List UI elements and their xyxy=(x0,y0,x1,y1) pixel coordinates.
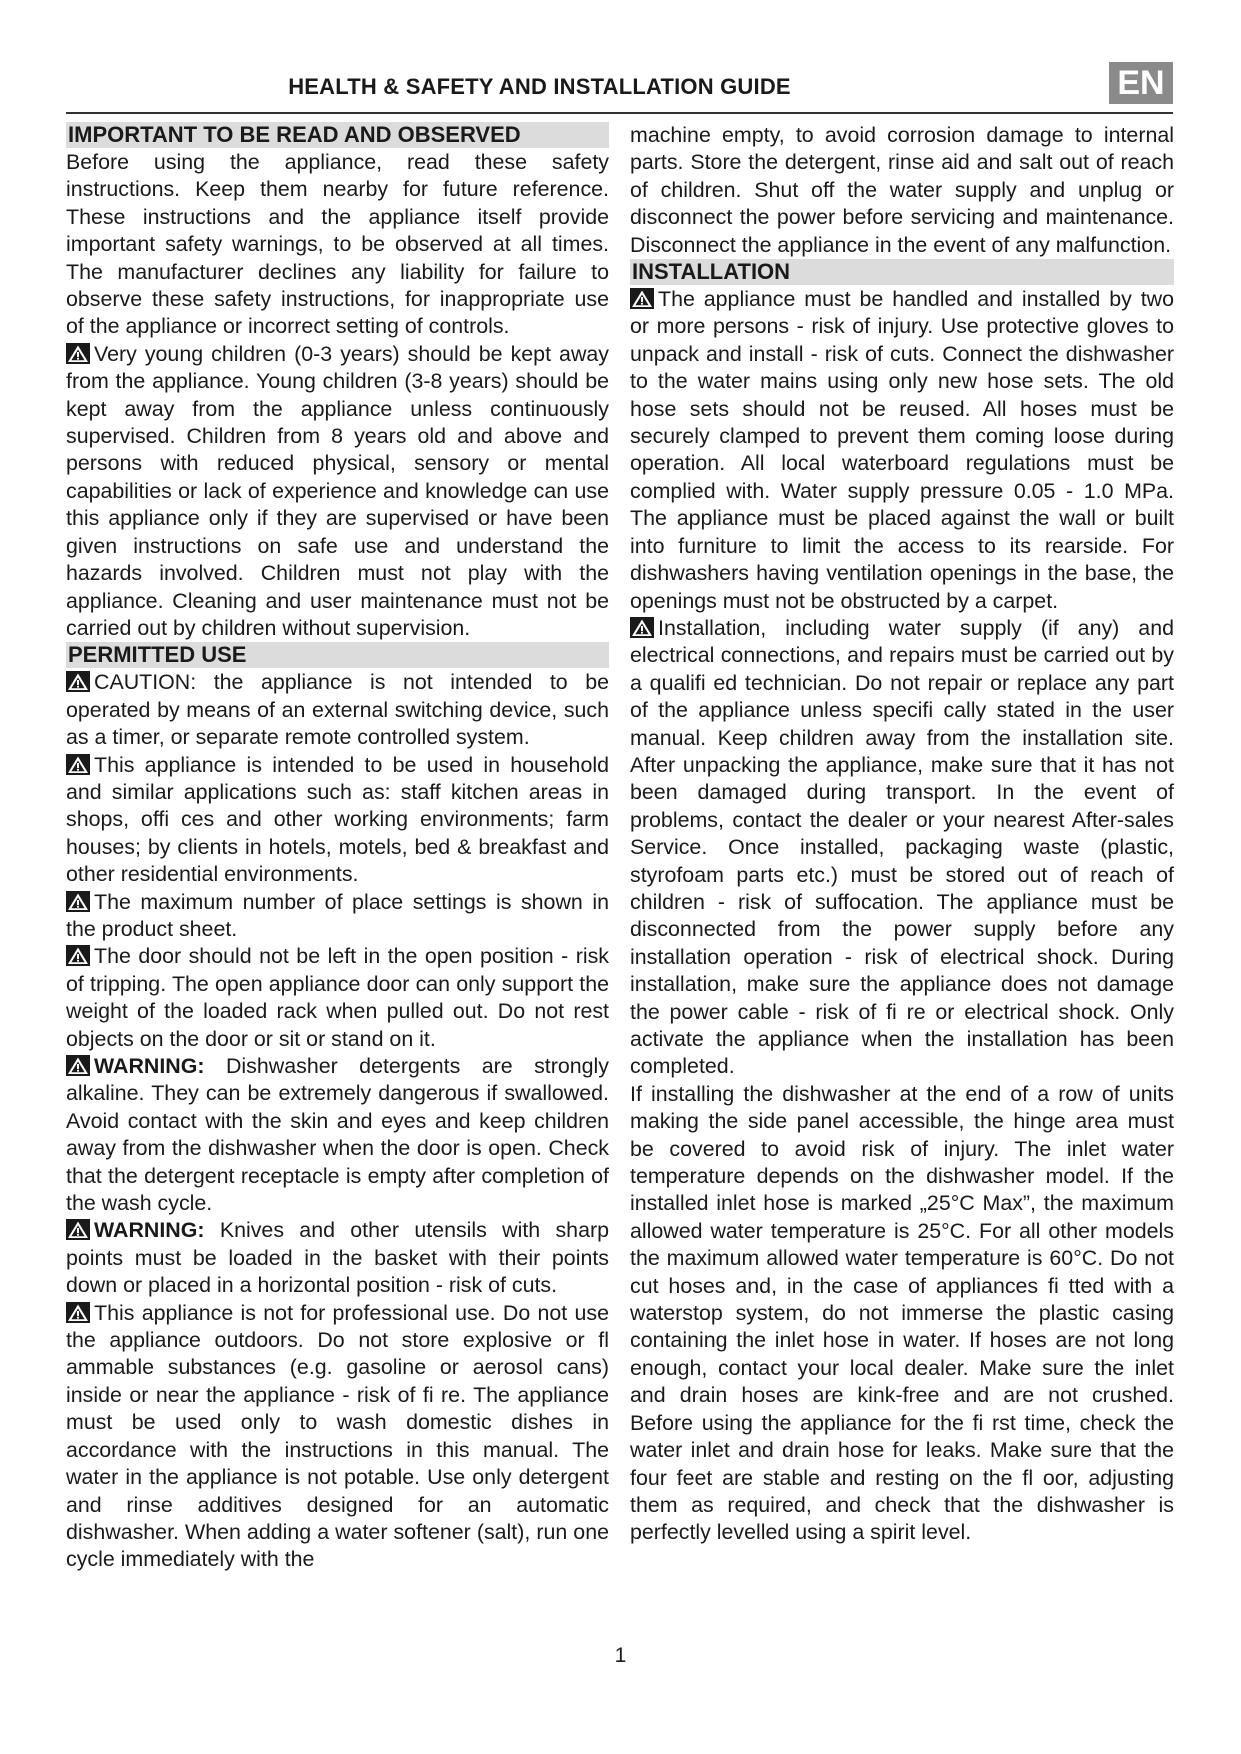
paragraph-detergent-warning xyxy=(66,1053,609,1217)
paragraph-caution xyxy=(66,669,609,751)
warning-label: WARNING: xyxy=(94,1218,205,1243)
paragraph-intro: Before using the appliance, read these safety instructions. Keep them nearby for future reference. These instructions and the appliance itself provide important safety warnings, to be observed at all times. The manufacturer declines any liability for failure to observe these safety instructions, for inappropriate use of the appliance or incorrect setting of controls. xyxy=(66,150,609,339)
right-column xyxy=(630,122,1174,1547)
paragraph-door-text: The door should not be left in the open position - risk of tripping. The open appliance door can only support the weight of the loaded rack when pulled out. Do not rest objects on the door or sit or stand on it. xyxy=(66,944,609,1051)
warning-triangle-icon xyxy=(66,1219,90,1240)
paragraph-door xyxy=(66,943,609,1053)
warning-triangle-icon xyxy=(630,617,654,638)
page-number: 1 xyxy=(614,1644,627,1667)
warning-triangle-icon xyxy=(66,671,90,692)
paragraph-settings-text: The maximum number of place settings is shown in the product sheet. xyxy=(66,889,609,941)
warning-triangle-icon xyxy=(66,1055,90,1076)
page-title: HEALTH & SAFETY AND INSTALLATION GUIDE xyxy=(288,74,791,99)
paragraph-settings xyxy=(66,889,609,944)
heading-permitted-use: PERMITTED USE xyxy=(66,642,609,668)
paragraph-knives-warning xyxy=(66,1217,609,1299)
paragraph-professional-text: This appliance is not for professional use. Do not use the appliance outdoors. Do not store explosive or fl ammable substances (e.g. gasoline or aerosol cans) inside or near the appliance - risk of fi re. The appliance must be used only to wash domestic dishes in accordance with the instructions in this manual. The water in the appliance is not potable. Use only detergent and rinse additives designed for an automatic dishwasher. When adding a water softener (salt), run one cycle immediately with the xyxy=(66,1300,609,1572)
heading-installation: INSTALLATION xyxy=(630,259,1174,285)
heading-important: IMPORTANT TO BE READ AND OBSERVED xyxy=(66,122,609,148)
paragraph-professional xyxy=(66,1300,609,1574)
warning-triangle-icon xyxy=(66,945,90,966)
paragraph-children xyxy=(66,341,609,642)
warning-triangle-icon xyxy=(66,1302,90,1323)
paragraph-children-text: Very young children (0-3 years) should be kept away from the appliance. Young children (3-8 years) should be kept away from the appliance unless continuously supervised. Children from 8 years old and above and persons with reduced physical, sensory or mental capabilities or lack of experience and knowledge can use this appliance only if they are supervised or have been given instructions on safe use and understand the hazards involved. Children must not play with the appliance. Cleaning and user maintenance must not be carried out by children without supervision. xyxy=(66,341,609,640)
warning-triangle-icon xyxy=(630,288,654,309)
paragraph-detergent-text: Dishwasher detergents are strongly alkaline. They can be extremely dangerous if swallowed. Avoid contact with the skin and eyes and keep children away from the dishwasher when the door is open. Check that the detergent receptacle is empty after completion of the wash cycle. xyxy=(66,1054,609,1216)
warning-triangle-icon xyxy=(66,343,90,364)
paragraph-household-text: This appliance is intended to be used in household and similar applications such as: staff kitchen areas in shops, offi ces and other working environments; farm houses; by clients in hotels, motels, bed & breakfast and other residential environments. xyxy=(66,752,609,887)
paragraph-household xyxy=(66,752,609,889)
language-badge: EN xyxy=(1109,62,1173,104)
page-header xyxy=(66,62,1173,116)
left-column xyxy=(66,122,609,1574)
paragraph-knives-text: Knives and other utensils with sharp points must be loaded in the basket with their points down or placed in a horizontal position - risk of cuts. xyxy=(66,1218,609,1298)
paragraph-handled xyxy=(630,286,1174,615)
paragraph-technician xyxy=(630,615,1174,1081)
paragraph-hinge: If installing the dishwasher at the end of a row of units making the side panel accessible, the hinge area must be covered to avoid risk of injury. The inlet water temperature depends on the dishwasher model. If the installed inlet hose is marked „25°C Max”, the maximum allowed water temperature is 25°C. For all other models the maximum allowed water temperature is 60°C. Do not cut hoses and, in the case of appliances fi tted with a waterstop system, do not immerse the plastic casing containing the inlet hose in water. If hoses are not long enough, contact your local dealer. Make sure the inlet and drain hoses are kink-free and are not crushed. Before using the appliance for the fi rst time, check the water inlet and drain hose for leaks. Make sure that the four feet are stable and resting on the fl oor, adjusting them as required, and check that the dishwasher is perfectly levelled using a spirit level. xyxy=(630,1081,1174,1545)
paragraph-caution-text: CAUTION: the appliance is not intended to be operated by means of an external switching device, such as a timer, or separate remote controlled system. xyxy=(66,670,609,750)
warning-triangle-icon xyxy=(66,891,90,912)
header-divider xyxy=(66,112,1173,114)
paragraph-technician-text: Installation, including water supply (if any) and electrical connections, and repairs must be carried out by a qualifi ed technician. Do not repair or replace any part of the appliance unless specifi cally stated in the user manual. Keep children away from the installation site. After unpacking the appliance, make sure that it has not been damaged during transport. In the event of problems, contact the dealer or your nearest After-sales Service. Once installed, packaging waste (plastic, styrofoam parts etc.) must be stored out of reach of children - risk of suffocation. The appliance must be disconnected from the power supply before any installation operation - risk of electrical shock. During installation, make sure the appliance does not damage the power cable - risk of fi re or electrical shock. Only activate the appliance when the installation has been completed. xyxy=(630,615,1174,1079)
warning-triangle-icon xyxy=(66,754,90,775)
warning-label: WARNING: xyxy=(94,1054,205,1078)
paragraph-continued: machine empty, to avoid corrosion damage to internal parts. Store the detergent, rinse aid and salt out of reach of children. Shut off the water supply and unplug or disconnect the power before servicing and maintenance. Disconnect the appliance in the event of any malfunction. xyxy=(630,123,1174,257)
paragraph-handled-text: The appliance must be handled and installed by two or more persons - risk of injury. Use protective gloves to unpack and install - risk of cuts. Connect the dishwasher to the water mains using only new hose sets. The old hose sets should not be reused. All hoses must be securely clamped to prevent them coming loose during operation. All local waterboard regulations must be complied with. Water supply pressure 0.05 - 1.0 MPa. The appliance must be placed against the wall or built into furniture to limit the access to its rearside. For dishwashers having ventilation openings in the base, the openings must not be obstructed by a carpet. xyxy=(630,287,1174,613)
